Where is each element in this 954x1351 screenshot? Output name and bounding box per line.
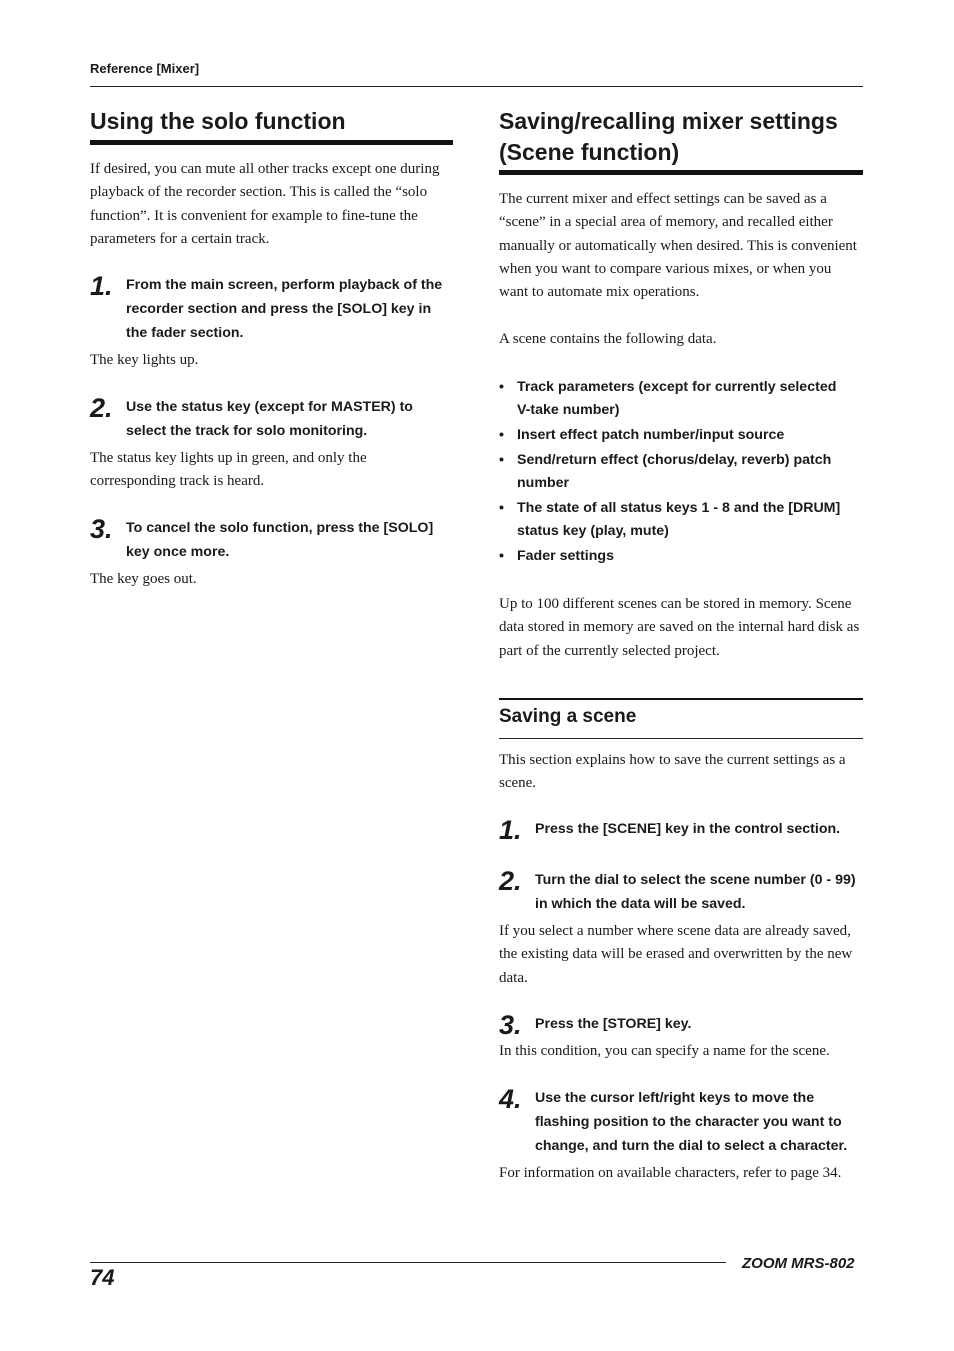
scene-step-4	[499, 1086, 863, 1158]
scene-data-list	[499, 376, 849, 570]
page-number: 74	[90, 1265, 115, 1290]
scene-step-2-note: If you select a number where scene data are already saved, the existing data will be erased and overwritten by the new data.	[499, 923, 853, 986]
step-instruction: Turn the dial to select the scene number (0 - 99) in which the data will be saved.	[535, 872, 856, 912]
step-number: 2.	[90, 393, 113, 423]
solo-step-2-note: The status key lights up in green, and only the corresponding track is heard.	[90, 450, 367, 490]
scene-storage-info: Up to 100 different scenes can be stored in memory. Scene data stored in memory are saved on the internal hard disk as part of the currently selected project.	[499, 596, 860, 659]
scene-step-3	[499, 1010, 863, 1040]
list-item: • Fader settings	[499, 545, 849, 568]
step-number: 1.	[499, 815, 522, 845]
step-instruction: Use the cursor left/right keys to move the flashing position to the character you want to change, and turn the dial to select a character.	[535, 1090, 848, 1154]
step-number: 1.	[90, 271, 113, 301]
scene-title-line-2: (Scene function)	[499, 139, 680, 165]
solo-intro: If desired, you can mute all other tracks except one during playback of the recorder section. This is called the “solo function”. It is convenient for example to fine-tune the parameters for a certain track.	[90, 161, 440, 247]
step-number: 3.	[90, 514, 113, 544]
step-number: 3.	[499, 1010, 522, 1040]
step-instruction: Use the status key (except for MASTER) to select the track for solo monitoring.	[126, 399, 413, 439]
step-instruction: Press the [SCENE] key in the control section.	[535, 821, 841, 837]
solo-section-title: Using the solo function	[90, 108, 346, 134]
solo-step-1	[90, 273, 453, 345]
scene-step-4-note: For information on available characters, refer to page 34.	[499, 1165, 842, 1181]
scene-contains-label: A scene contains the following data.	[499, 331, 717, 347]
subsection-top-rule	[499, 698, 863, 700]
list-item: • The state of all status keys 1 - 8 and the [DRUM] status key (play, mute)	[499, 497, 849, 543]
saving-scene-title: Saving a scene	[499, 706, 637, 727]
scene-step-3-note: In this condition, you can specify a name for the scene.	[499, 1043, 830, 1059]
section-label: Reference [Mixer]	[90, 61, 200, 76]
solo-step-3-note: The key goes out.	[90, 571, 197, 587]
list-item: • Insert effect patch number/input source	[499, 424, 849, 447]
solo-step-2	[90, 395, 453, 443]
scene-title-rule	[499, 170, 863, 175]
step-number: 2.	[499, 866, 522, 896]
step-instruction: From the main screen, perform playback of the recorder section and press the [SOLO] key in the fader section.	[126, 277, 443, 341]
scene-title-line-1: Saving/recalling mixer settings	[499, 108, 838, 134]
list-item: • Track parameters (except for currently selected V-take number)	[499, 376, 849, 422]
scene-intro: The current mixer and effect settings can be saved as a “scene” in a special area of memory, and recalled either manually or automatically when desired. This is convenient when you want to compare various mixes, or when you want to automate mix operations.	[499, 191, 857, 301]
step-instruction: To cancel the solo function, press the [SOLO] key once more.	[126, 520, 434, 560]
saving-scene-intro: This section explains how to save the current settings as a scene.	[499, 752, 846, 792]
subsection-bottom-rule	[499, 738, 863, 739]
product-name: ZOOM MRS-802	[742, 1255, 855, 1272]
scene-section-title	[499, 106, 863, 168]
solo-step-1-note: The key lights up.	[90, 352, 199, 368]
scene-step-2	[499, 868, 863, 916]
step-instruction: Press the [STORE] key.	[535, 1016, 692, 1032]
list-item: • Send/return effect (chorus/delay, reverb) patch number	[499, 449, 849, 495]
step-number: 4.	[499, 1084, 522, 1114]
footer-rule	[90, 1262, 726, 1263]
solo-title-rule	[90, 140, 453, 145]
header-rule	[90, 86, 863, 87]
solo-step-3	[90, 516, 453, 564]
scene-step-1	[499, 815, 863, 845]
